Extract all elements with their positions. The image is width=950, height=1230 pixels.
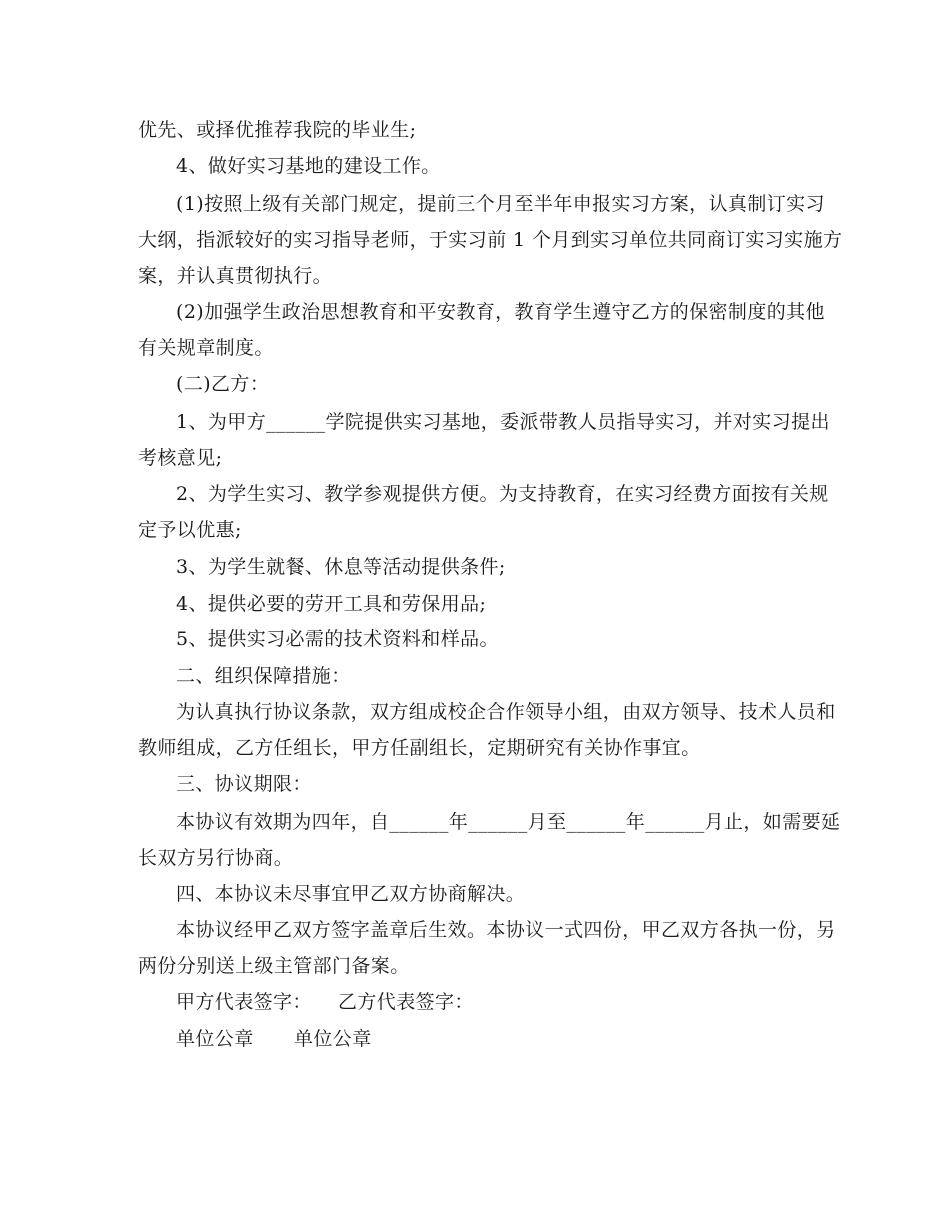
paragraph-sub-2-education	[138, 294, 825, 366]
heading-party-b	[138, 366, 851, 402]
paragraph-party-b-item-1	[138, 404, 830, 476]
paragraph-effective-copies	[138, 912, 836, 984]
text-line: 本协议经甲乙双方签字盖章后生效。本协议一式四份，甲乙双方各执一份，另	[176, 919, 836, 941]
party-a-signature-label: 甲方代表签字：	[176, 991, 312, 1013]
party-b-signature-label: 乙方代表签字：	[338, 991, 474, 1013]
seal-row	[176, 1021, 372, 1057]
text-line: 4、做好实习基地的建设工作。	[176, 155, 441, 177]
text-line: 二、组织保障措施：	[176, 665, 351, 687]
text-line: 两份分别送上级主管部门备案。	[138, 955, 410, 977]
paragraph-unresolved-matters	[138, 876, 851, 912]
text-line: 4、提供必要的劳开工具和劳保用品;	[176, 593, 487, 615]
paragraph-leadership-group	[138, 694, 836, 766]
paragraph-party-b-item-4	[138, 586, 851, 622]
text-line: 1、为甲方______学院提供实习基地，委派带教人员指导实习，并对实习提出	[176, 411, 830, 433]
text-line: 案，并认真贯彻执行。	[138, 265, 333, 287]
text-line: 优先、或择优推荐我院的毕业生;	[138, 119, 417, 141]
text-line: 3、为学生就餐、休息等活动提供条件;	[176, 556, 506, 578]
party-a-seal-label: 单位公章	[176, 1028, 254, 1050]
heading-agreement-term	[138, 766, 851, 802]
paragraph-item-4-base-construction	[138, 148, 851, 184]
paragraph-validity-period	[138, 804, 841, 876]
text-line: 5、提供实习必需的技术资料和样品。	[176, 628, 499, 650]
heading-organizational-measures	[138, 658, 851, 694]
text-line: 定予以优惠;	[138, 519, 242, 541]
text-line: 三、协议期限：	[176, 773, 312, 795]
text-line: 为认真执行协议条款，双方组成校企合作领导小组，由双方领导、技术人员和	[176, 701, 836, 723]
signature-row	[176, 984, 474, 1020]
paragraph-party-b-item-2	[138, 476, 829, 548]
text-line: (1)按照上级有关部门规定，提前三个月至半年申报实习方案，认真制订实习	[176, 193, 825, 215]
text-line: 大纲，指派较好的实习指导老师，于实习前 1 个月到实习单位共同商订实习实施方	[138, 229, 843, 251]
party-b-seal-label: 单位公章	[294, 1028, 372, 1050]
text-line: 考核意见;	[138, 447, 223, 469]
text-line: 有关规章制度。	[138, 337, 274, 359]
paragraph-party-b-item-3	[138, 549, 851, 585]
text-line: 教师组成，乙方任组长，甲方任副组长，定期研究有关协作事宜。	[138, 737, 701, 759]
paragraph-sub-1-internship-plan	[138, 186, 843, 294]
text-line: 本协议有效期为四年，自______年______月至______年______月止，如需要延	[176, 811, 841, 833]
paragraph-party-b-item-5	[138, 621, 851, 657]
text-line: 2、为学生实习、教学参观提供方便。为支持教育，在实习经费方面按有关规	[176, 483, 829, 505]
text-line: 四、本协议未尽事宜甲乙双方协商解决。	[176, 883, 526, 905]
paragraph-graduate-priority	[138, 112, 813, 148]
text-line: 长双方另行协商。	[138, 847, 294, 869]
text-line: (二)乙方：	[176, 373, 270, 395]
text-line: (2)加强学生政治思想教育和平安教育，教育学生遵守乙方的保密制度的其他	[176, 301, 825, 323]
